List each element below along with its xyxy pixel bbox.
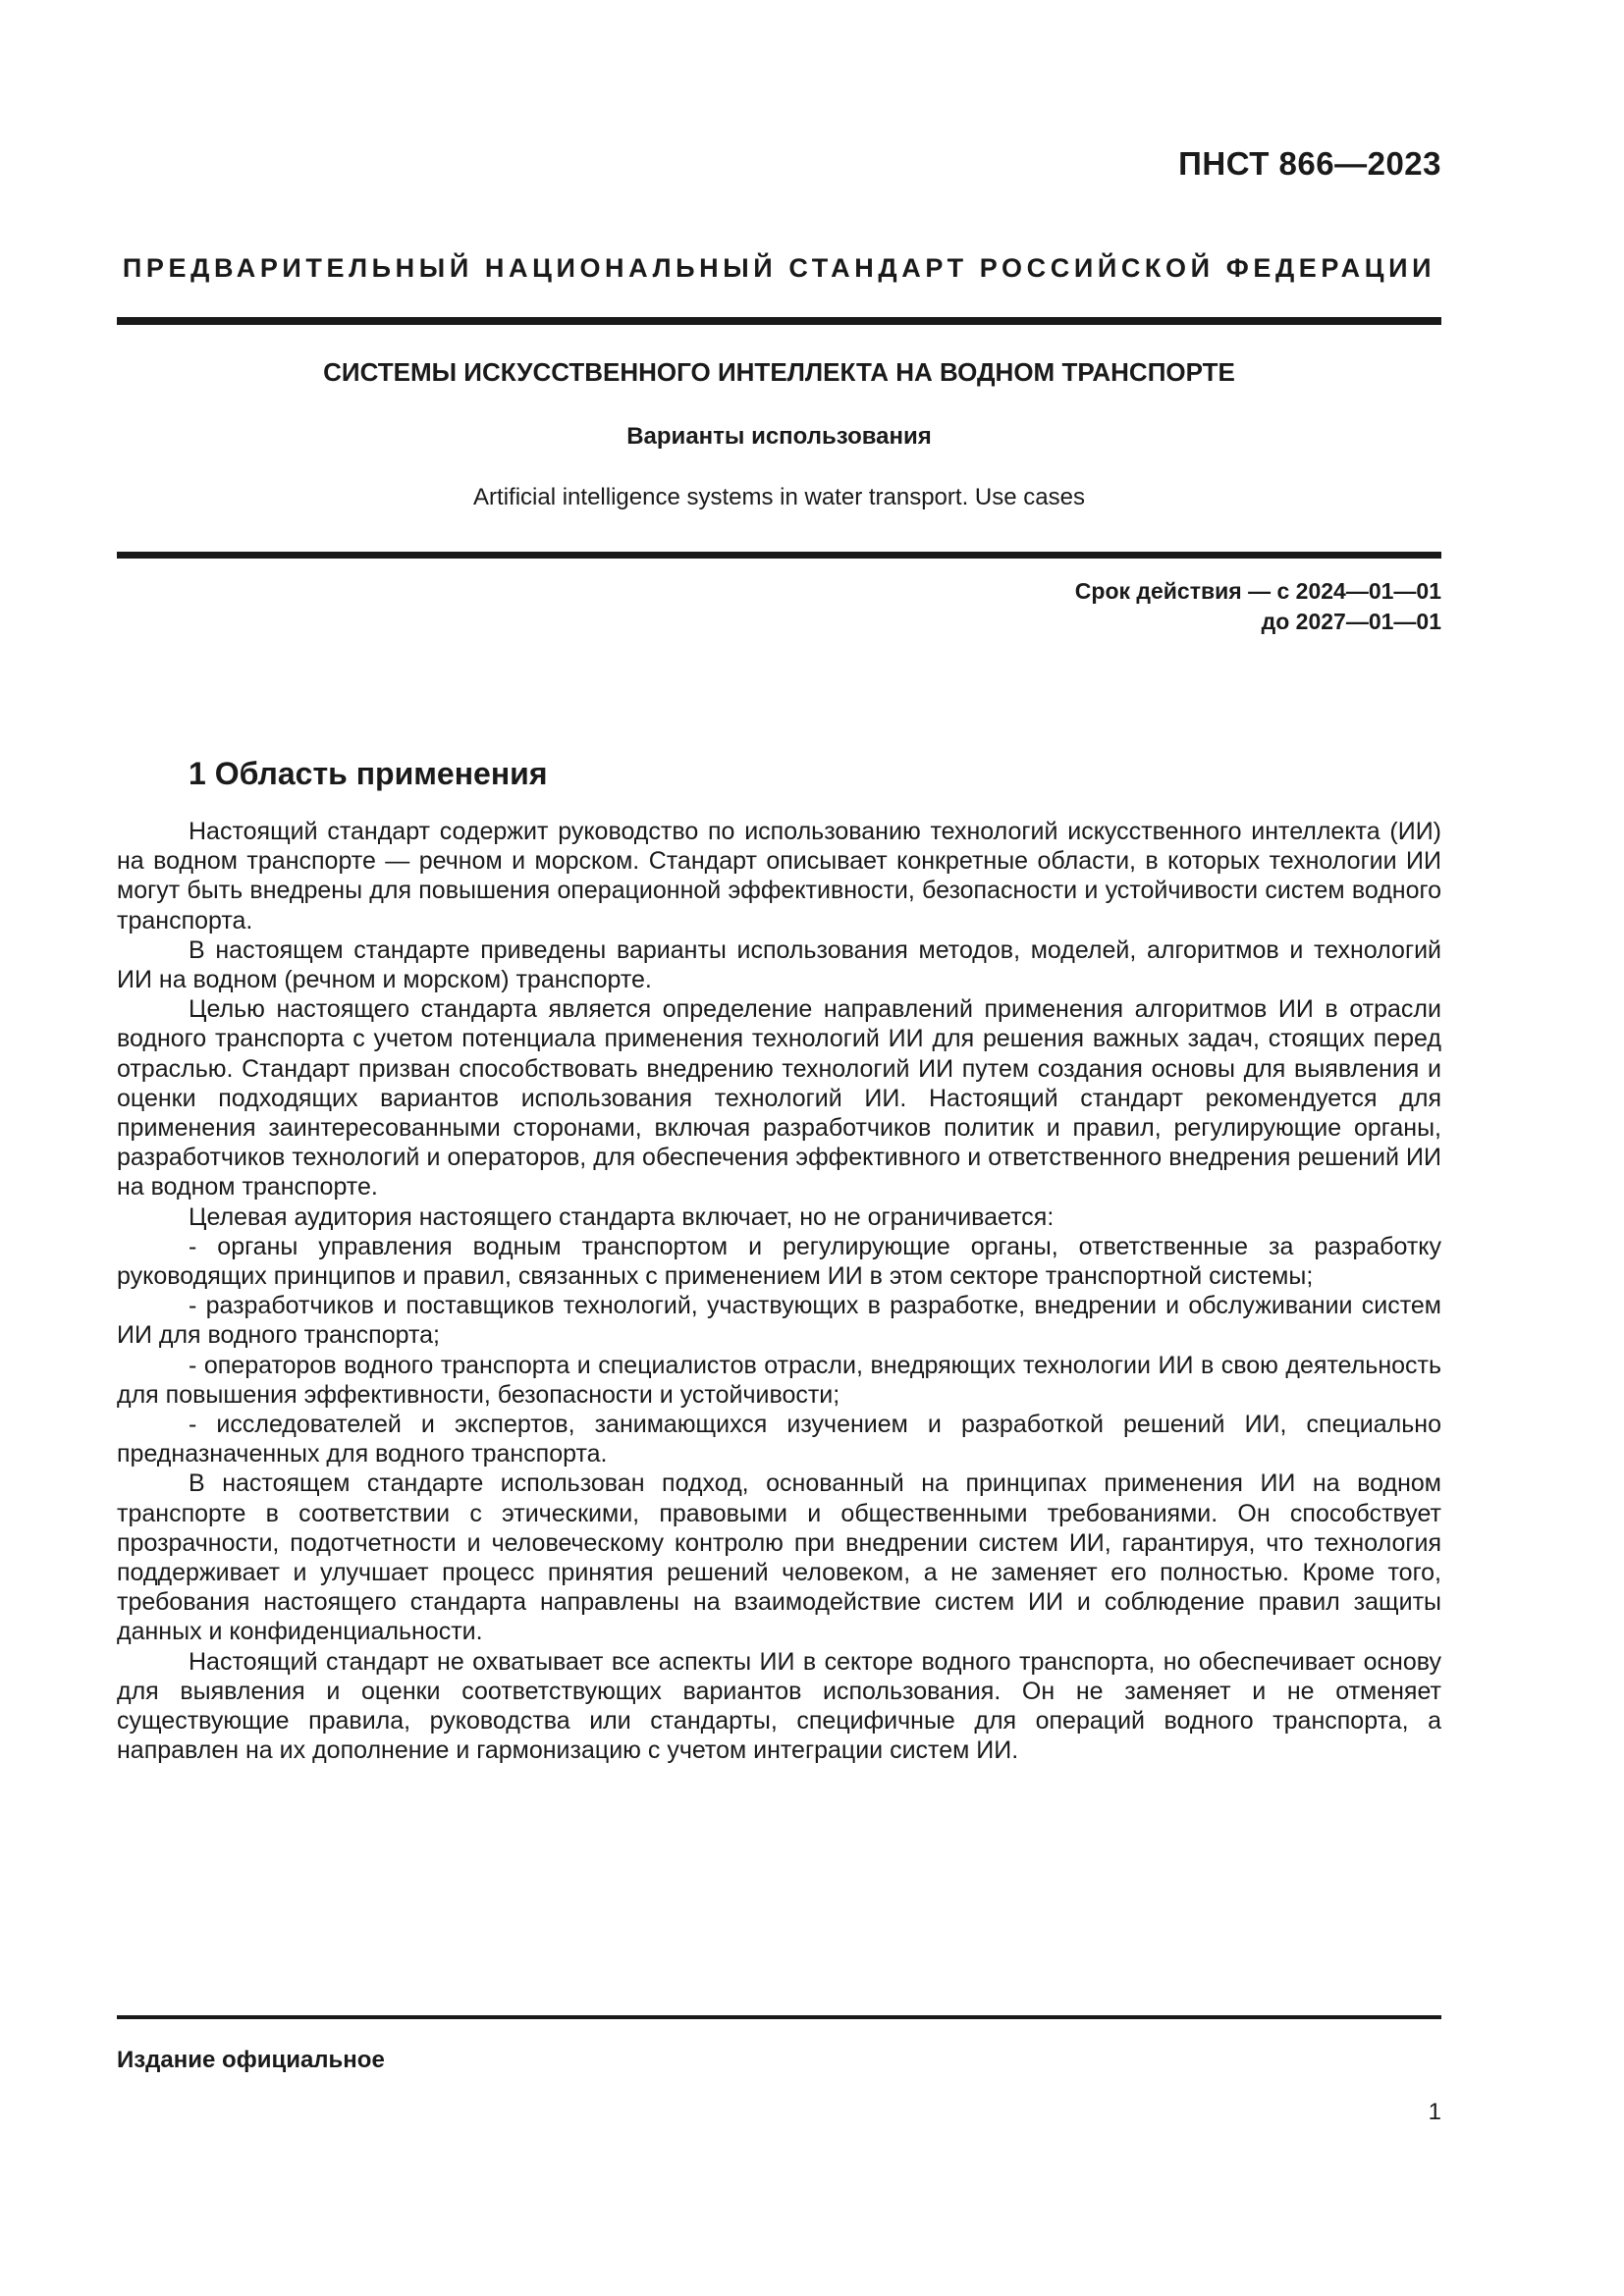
paragraph: В настоящем стандарте использован подход, основанный на принципах применения ИИ на водном транспорте в соответствии с этическими, правовыми и общественными требованиями. Он способствует прозрачности, подотчетности и человеческому контролю при внедрении систем ИИ, гарантируя, что технология поддерживает и улучшает процесс принятия решений человеком, а не заменяет его полностью. Кроме того, требования настоящего стандарта направлены на взаимодействие систем ИИ и соблюдение правил защиты данных и конфиденциальности. [117, 1469, 1441, 1646]
footer-divider [117, 2015, 1441, 2019]
section-heading: 1 Область применения [189, 756, 548, 791]
paragraph: Целью настоящего стандарта является определение направлений применения алгоритмов ИИ в отрасли водного транспорта с учетом потенциала применения технологий ИИ для решения важных задач, стоящих перед отраслью. Стандарт призван способствовать внедрению технологий ИИ путем создания основы для выявления и оценки подходящих вариантов использования технологий ИИ. Настоящий стандарт рекомендуется для применения заинтересованными сторонами, включая разработчиков политик и правил, регулирующие органы, разработчиков технологий и операторов, для обеспечения эффективного и ответственного внедрения решений ИИ на водном транспорте. [117, 995, 1441, 1201]
document-code: ПНСТ 866—2023 [1178, 145, 1441, 182]
standard-title: СИСТЕМЫ ИСКУССТВЕННОГО ИНТЕЛЛЕКТА НА ВОДНОМ ТРАНСПОРТЕ [323, 357, 1235, 387]
paragraph: Настоящий стандарт не охватывает все аспекты ИИ в секторе водного транспорта, но обеспечивает основу для выявления и оценки соответствующих вариантов использования. Он не заменяет и не отменяет существующие правила, руководства или стандарты, специфичные для операций водного транспорта, а направлен на их дополнение и гармонизацию с учетом интеграции систем ИИ. [117, 1647, 1441, 1765]
list-item: - разработчиков и поставщиков технологий, участвующих в разработке, внедрении и обслуживании систем ИИ для водного транспорта; [117, 1292, 1441, 1350]
edition-label: Издание официальное [117, 2047, 385, 2073]
list-item: - операторов водного транспорта и специалистов отрасли, внедряющих технологии ИИ в свою деятельность для повышения эффективности, безопасности и устойчивости; [117, 1351, 1441, 1409]
national-standard-title: ПРЕДВАРИТЕЛЬНЫЙ НАЦИОНАЛЬНЫЙ СТАНДАРТ РОССИЙСКОЙ ФЕДЕРАЦИИ [122, 253, 1436, 283]
list-item: - органы управления водным транспортом и регулирующие органы, ответственные за разработку руководящих принципов и правил, связанных с применением ИИ в этом секторе транспортной системы; [117, 1232, 1441, 1291]
standard-subtitle: Варианты использования [626, 423, 932, 450]
section-body [117, 817, 1441, 1766]
title-divider [117, 552, 1441, 559]
paragraph: В настоящем стандарте приведены варианты использования методов, моделей, алгоритмов и технологий ИИ на водном (речном и морском) транспорте. [117, 935, 1441, 994]
page-number: 1 [1428, 2099, 1441, 2125]
validity-start: Срок действия — с 2024—01—01 [1074, 578, 1441, 604]
paragraph: Настоящий стандарт содержит руководство по использованию технологий искусственного интеллекта (ИИ) на водном транспорте — речном и морском. Стандарт описывает конкретные области, в которых технологии ИИ могут быть внедрены для повышения операционной эффективности, безопасности и устойчивости систем водного транспорта. [117, 818, 1441, 934]
list-item: - исследователей и экспертов, занимающихся изучением и разработкой решений ИИ, специально предназначенных для водного транспорта. [117, 1411, 1441, 1468]
top-divider [117, 317, 1441, 325]
standard-english-title: Artificial intelligence systems in water transport. Use cases [473, 484, 1085, 510]
validity-period [1075, 576, 1441, 637]
paragraph: Целевая аудитория настоящего стандарта включает, но не ограничивается: [189, 1202, 1055, 1231]
validity-end: до 2027—01—01 [1261, 609, 1441, 634]
